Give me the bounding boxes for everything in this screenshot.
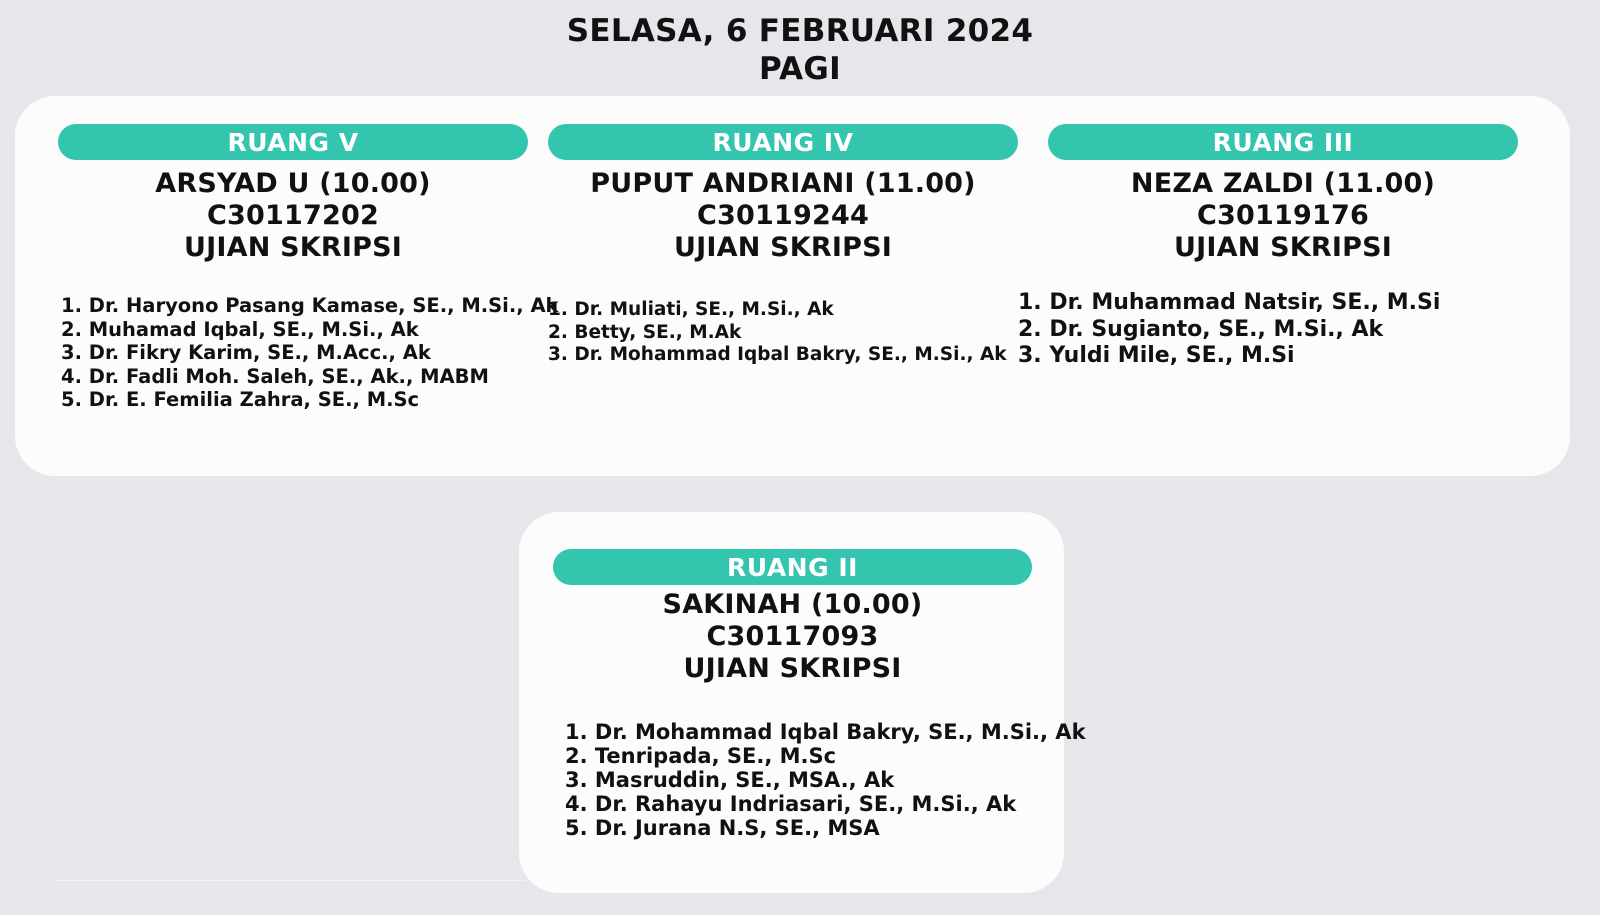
- student-name: PUPUT ANDRIANI (11.00): [590, 168, 976, 199]
- room-card-ruang-iii: [1048, 124, 1518, 264]
- exam-info: [548, 168, 1018, 264]
- examiner-list: [61, 294, 559, 412]
- exam-type: UJIAN SKRIPSI: [1174, 232, 1392, 263]
- examiner-item: 3. Dr. Mohammad Iqbal Bakry, SE., M.Si., Ak: [548, 344, 1007, 365]
- examiner-list: [1018, 290, 1440, 370]
- room-label-pill: RUANG III: [1048, 124, 1518, 160]
- examiner-item: 1. Dr. Mohammad Iqbal Bakry, SE., M.Si., Ak: [565, 720, 1086, 744]
- divider: [56, 880, 526, 881]
- examiner-item: 2. Betty, SE., M.Ak: [548, 321, 742, 343]
- examiner-item: 1. Dr. Haryono Pasang Kamase, SE., M.Si., Ak: [61, 294, 559, 317]
- student-nim: C30117093: [706, 621, 879, 652]
- room-card-ruang-v: [58, 124, 528, 264]
- examiner-item: 1. Dr. Muhammad Natsir, SE., M.Si: [1018, 290, 1441, 315]
- student-nim: C30119244: [697, 200, 869, 231]
- examiner-item: 5. Dr. E. Femilia Zahra, SE., M.Sc: [61, 388, 420, 411]
- room-label-pill: RUANG IV: [548, 124, 1018, 160]
- examiner-item: 3. Yuldi Mile, SE., M.Si: [1018, 343, 1295, 368]
- student-name: ARSYAD U (10.00): [155, 168, 431, 199]
- room-label-pill: RUANG V: [58, 124, 528, 160]
- schedule-session: PAGI: [758, 51, 842, 87]
- examiner-item: 2. Dr. Sugianto, SE., M.Si., Ak: [1018, 316, 1384, 342]
- examiner-item: 3. Masruddin, SE., MSA., Ak: [565, 768, 895, 792]
- examiner-item: 4. Dr. Rahayu Indriasari, SE., M.Si., Ak: [565, 792, 1017, 816]
- examiner-list: [548, 299, 1007, 367]
- student-nim: C30117202: [207, 200, 379, 231]
- exam-type: UJIAN SKRIPSI: [674, 232, 892, 263]
- examiner-list: [565, 720, 1086, 840]
- examiner-item: 1. Dr. Muliati, SE., M.Si., Ak: [548, 299, 834, 320]
- exam-type: UJIAN SKRIPSI: [683, 653, 902, 684]
- examiner-item: 2. Tenripada, SE., M.Sc: [565, 744, 837, 768]
- examiner-item: 3. Dr. Fikry Karim, SE., M.Acc., Ak: [61, 341, 431, 364]
- student-name: SAKINAH (10.00): [662, 589, 923, 620]
- room-card-ruang-ii: [553, 549, 1032, 685]
- exam-type: UJIAN SKRIPSI: [184, 232, 402, 263]
- examiner-item: 4. Dr. Fadli Moh. Saleh, SE., Ak., MABM: [61, 364, 489, 388]
- exam-info: [553, 589, 1032, 685]
- exam-info: [1048, 168, 1518, 264]
- examiner-item: 2. Muhamad Iqbal, SE., M.Si., Ak: [61, 317, 419, 341]
- exam-info: [58, 168, 528, 264]
- room-card-ruang-iv: [548, 124, 1018, 264]
- schedule-date: SELASA, 6 FEBRUARI 2024: [566, 13, 1034, 49]
- examiner-item: 5. Dr. Jurana N.S, SE., MSA: [565, 816, 880, 840]
- schedule-header: [0, 12, 1600, 88]
- student-nim: C30119176: [1197, 200, 1369, 231]
- room-label-pill: RUANG II: [553, 549, 1032, 585]
- student-name: NEZA ZALDI (11.00): [1130, 168, 1436, 199]
